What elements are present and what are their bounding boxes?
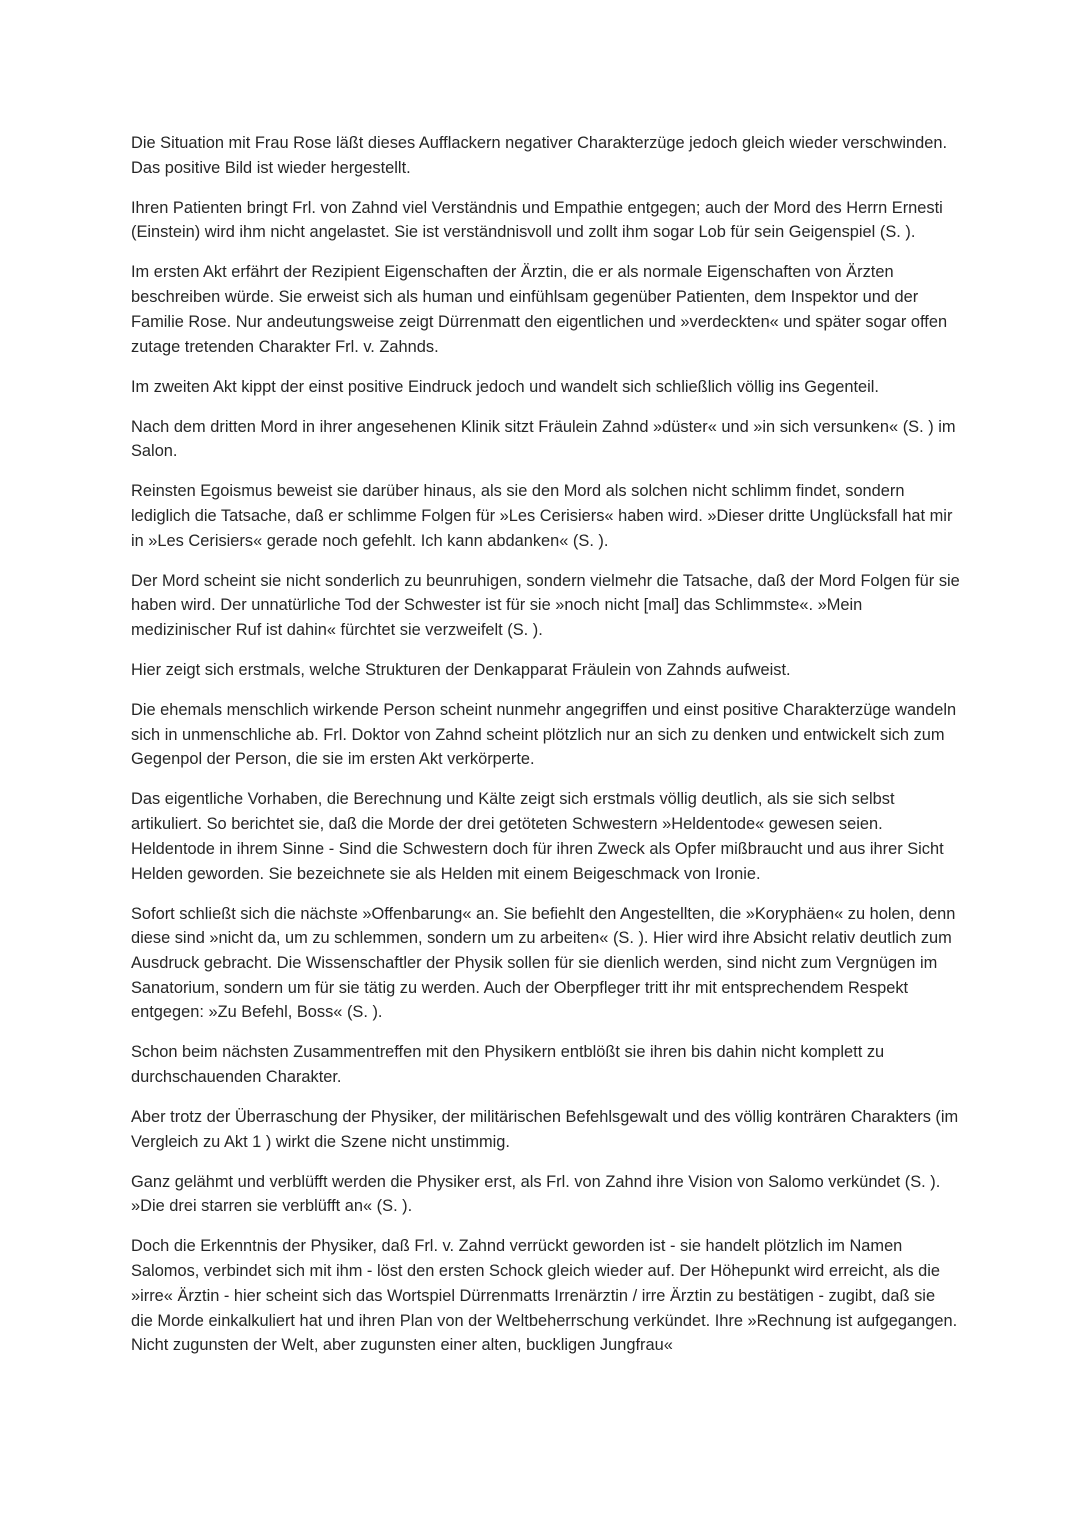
paragraph-3: Im ersten Akt erfährt der Rezipient Eigenschaften der Ärztin, die er als normale Eigenschaften von Ärzten beschreiben würde. Sie erweist sich als human und einfühlsam gegenüber Patienten, dem Inspektor und der Familie Rose. Nur andeutungsweise zeigt Dürrenmatt den eigentlichen und »verdeckten« und später sogar offen zutage tretenden Charakter Frl. v. Zahnds. (131, 263, 948, 356)
paragraph-7: Der Mord scheint sie nicht sonderlich zu beunruhigen, sondern vielmehr die Tatsache, daß der Mord Folgen für sie haben wird. Der unnatürliche Tod der Schwester ist für sie »noch nicht [mal] das Schlimmste«. »Mein medizinischer Ruf ist dahin« fürchtet sie verzweifelt (S. ). (131, 571, 960, 640)
paragraph-15: Doch die Erkenntnis der Physiker, daß Frl. v. Zahnd verrückt geworden ist - sie handelt plötzlich im Namen Salomos, verbindet sich mit ihm - löst den ersten Schock gleich wieder auf. Der Höhepunkt wird erreicht, als die »irre« Ärztin - hier scheint sich das Wortspiel Dürrenmatts Irrenärztin / irre Ärztin zu bestätigen - zugibt, daß sie die Morde einkalkuliert hat und ihren Plan von der Weltbeherrschung verkündet. Ihre »Rechnung ist aufgegangen. Nicht zugunsten der Welt, aber zugunsten einer alten, buckligen Jungfrau« (131, 1237, 958, 1355)
paragraph-11: Sofort schließt sich die nächste »Offenbarung« an. Sie befiehlt den Angestellten, die »Koryphäen« zu holen, denn diese sind »nicht da, um zu schlemmen, sondern um zu arbeiten« (S. ). Hier wird ihre Absicht relativ deutlich zum Ausdruck gebracht. Die Wissenschaftler der Physik sollen für sie dienlich werden, sind nicht zum Vergnügen im Sanatorium, sondern um für sie tätig zu werden. Auch der Oberpfleger tritt ihr mit entsprechendem Respekt entgegen: »Zu Befehl, Boss« (S. ). (131, 904, 956, 1022)
paragraph-6: Reinsten Egoismus beweist sie darüber hinaus, als sie den Mord als solchen nicht schlimm findet, sondern lediglich die Tatsache, daß er schlimme Folgen für »Les Cerisiers« haben wird. »Dieser dritte Unglücksfall hat mir in »Les Cerisiers« gerade noch gefehlt. Ich kann abdanken« (S. ). (131, 482, 953, 550)
paragraph-12: Schon beim nächsten Zusammentreffen mit den Physikern entblößt sie ihren bis dahin nicht komplett zu durchschauenden Charakter. (131, 1043, 885, 1087)
paragraph-9: Die ehemals menschlich wirkende Person scheint nunmehr angegriffen und einst positive Charakterzüge wandeln sich in unmenschliche ab. Frl. Doktor von Zahnd scheint plötzlich nur an sich zu denken und entwickelt sich zum Gegenpol der Person, die sie im ersten Akt verkörperte. (131, 701, 957, 769)
paragraph-14: Ganz gelähmt und verblüfft werden die Physiker erst, als Frl. von Zahnd ihre Vision von Salomo verkündet (S. ). »Die drei starren sie verblüfft an« (S. ). (131, 1172, 941, 1216)
paragraph-1: Die Situation mit Frau Rose läßt dieses Aufflackern negativer Charakterzüge jedoch gleich wieder verschwinden. Das positive Bild ist wieder hergestellt. (131, 134, 948, 177)
paragraph-5: Nach dem dritten Mord in ihrer angesehenen Klinik sitzt Fräulein Zahnd »düster« und »in sich versunken« (S. ) im Salon. (131, 417, 956, 461)
paragraph-2: Ihren Patienten bringt Frl. von Zahnd viel Verständnis und Empathie entgegen; auch der Mord des Herrn Ernesti (Einstein) wird ihm nicht angelastet. Sie ist verständnisvoll und zollt ihm sogar Lob für sein Geigenspiel (S. ). (131, 198, 943, 242)
paragraph-10: Das eigentliche Vorhaben, die Berechnung und Kälte zeigt sich erstmals völlig deutlich, als sie sich selbst artikuliert. So berichtet sie, daß die Morde der drei getöteten Schwestern »Heldentode« gewesen seien. Heldentode in ihrem Sinne - Sind die Schwestern doch für ihren Zweck als Opfer mißbraucht und aus ihrer Sicht Helden geworden. Sie bezeichnete sie als Helden mit einem Beigeschmack von Ironie. (131, 790, 944, 883)
paragraph-8: Hier zeigt sich erstmals, welche Strukturen der Denkapparat Fräulein von Zahnds aufweist. (131, 661, 791, 680)
paragraph-4: Im zweiten Akt kippt der einst positive Eindruck jedoch und wandelt sich schließlich völlig ins Gegenteil. (131, 377, 879, 396)
paragraph-13: Aber trotz der Überraschung der Physiker, der militärischen Befehlsgewalt und des völlig konträren Charakters (im Vergleich zu Akt 1 ) wirkt die Szene nicht unstimmig. (131, 1108, 959, 1151)
document-page (131, 131, 961, 1373)
